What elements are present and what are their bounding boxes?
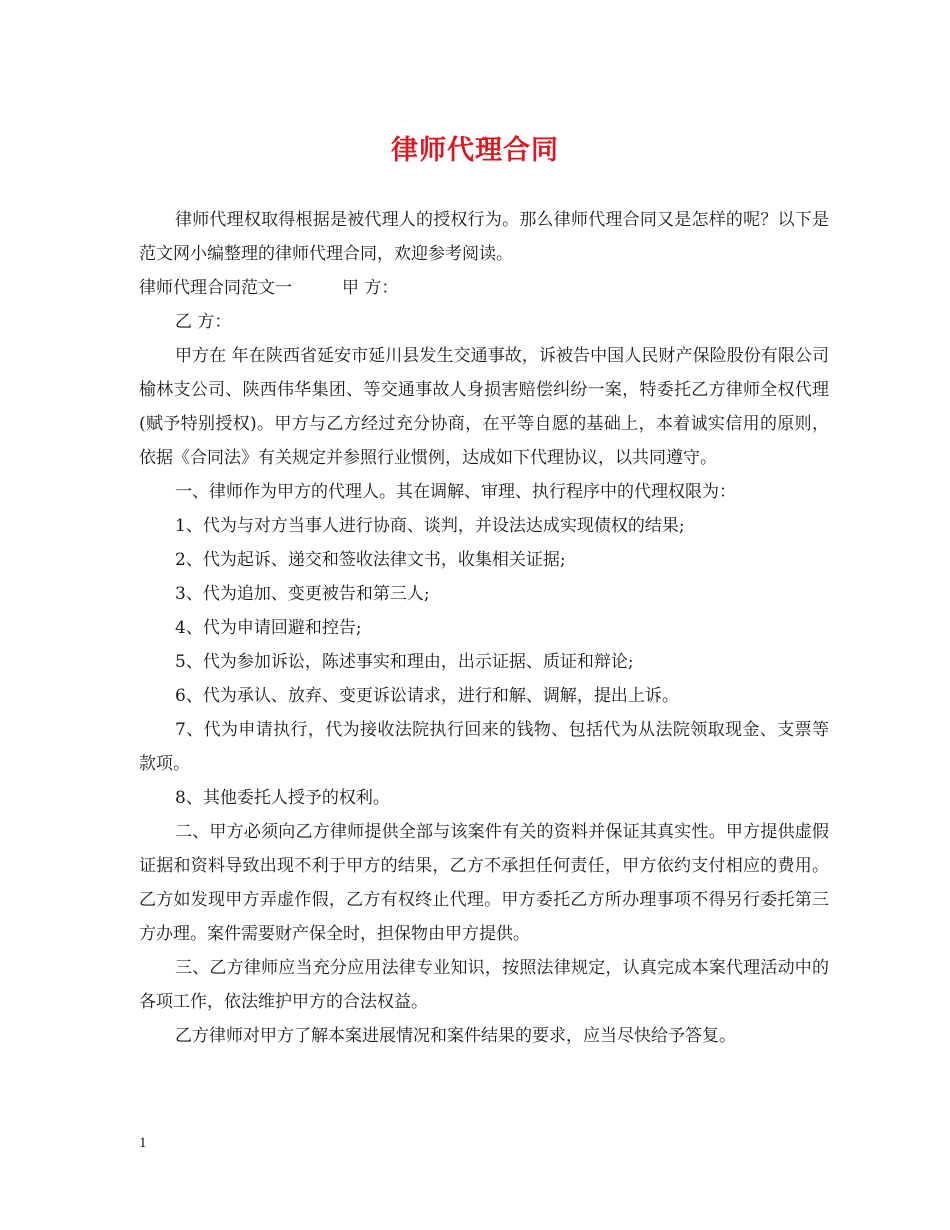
paragraph: 二、甲方必须向乙方律师提供全部与该案件有关的资料并保证其真实性。甲方提供虚假证据和资料导致出现不利于甲方的结果，乙方不承担任何责任，甲方依约支付相应的费用。乙方如发现甲方弄虚作假，乙方有权终止代理。甲方委托乙方所办理事项不得另行委托第三方办理。案件需要财产保全时，担保物由甲方提供。: [139, 822, 829, 944]
paragraph: 三、乙方律师应当充分应用法律专业知识，按照法律规定，认真完成本案代理活动中的各项工作，依法维护甲方的合法权益。: [139, 958, 829, 1012]
paragraph: 乙方律师对甲方了解本案进展情况和案件结果的要求，应当尽快给予答复。: [175, 1026, 736, 1046]
document-title: 律师代理合同: [391, 135, 559, 166]
sample-heading-line: [139, 271, 829, 305]
sample-heading: 律师代理合同范文一: [139, 278, 292, 298]
list-item: 2、代为起诉、递交和签收法律文书，收集相关证据;: [175, 550, 566, 570]
intro-paragraph: 律师代理权取得根据是被代理人的授权行为。那么律师代理合同又是怎样的呢？以下是范文网小编整理的律师代理合同，欢迎参考阅读。: [139, 210, 829, 264]
paragraph: 甲方在 年在陕西省延安市延川县发生交通事故，诉被告中国人民财产保险股份有限公司榆林支公司、陕西伟华集团、等交通事故人身损害赔偿纠纷一案，特委托乙方律师全权代理(赋予特别授权)。甲方与乙方经过充分协商，在平等自愿的基础上，本着诚实信用的原则，依据《合同法》有关规定并参照行业惯例，达成如下代理协议，以共同遵守。: [139, 346, 829, 468]
list-item: 7、代为申请执行，代为接收法院执行回来的钱物、包括代为从法院领取现金、支票等款项。: [139, 720, 829, 774]
document-body: [139, 203, 829, 1053]
list-item: 3、代为追加、变更被告和第三人;: [175, 584, 430, 604]
list-item: 6、代为承认、放弃、变更诉讼请求，进行和解、调解，提出上诉。: [175, 686, 679, 706]
list-item: 1、代为与对方当事人进行协商、谈判，并设法达成实现债权的结果;: [175, 516, 685, 536]
list-item: 5、代为参加诉讼，陈述事实和理由，出示证据、质证和辩论;: [175, 652, 634, 672]
party-b-label: 乙 方：: [175, 312, 232, 332]
party-a-label: 甲 方：: [342, 278, 399, 298]
list-item: 8、其他委托人授予的权利。: [175, 788, 390, 808]
list-item: 4、代为申请回避和控告;: [175, 618, 362, 638]
page-number: 1: [139, 1135, 147, 1151]
paragraph: 一、律师作为甲方的代理人。其在调解、审理、执行程序中的代理权限为：: [175, 482, 736, 502]
